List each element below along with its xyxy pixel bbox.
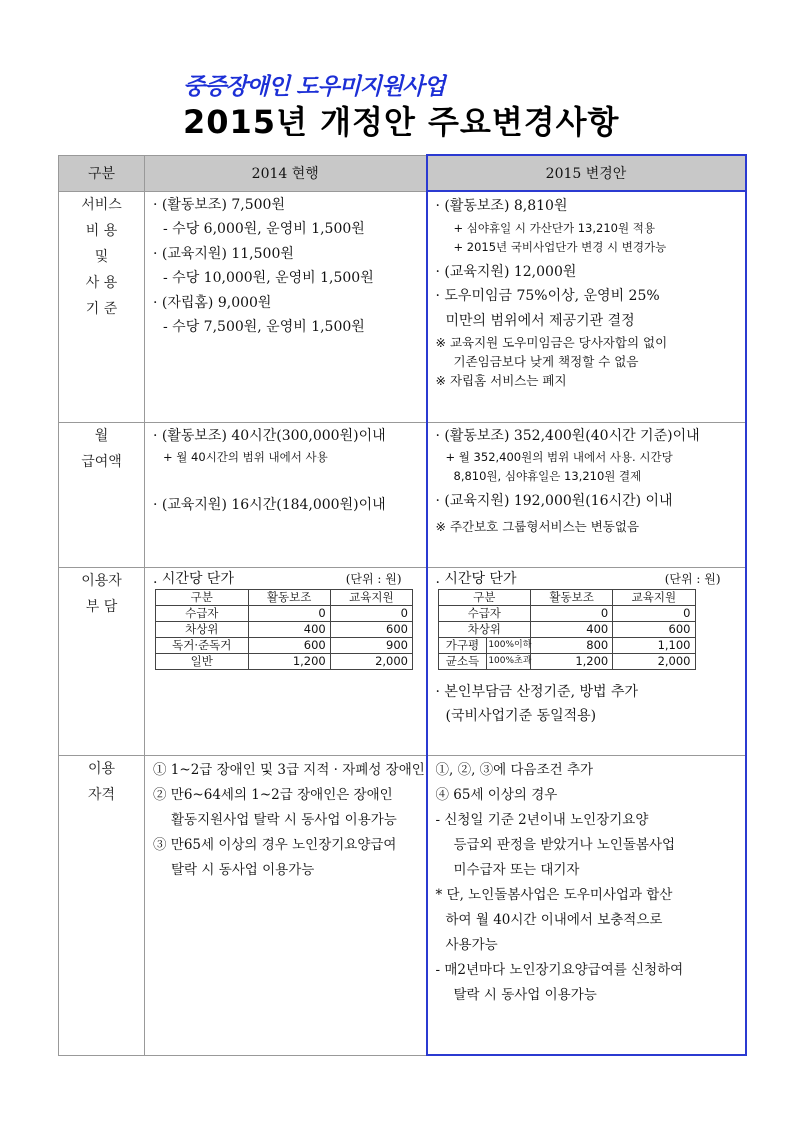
service-new: · (활동보조) 8,810원 + 심야휴일 시 가산단가 13,210원 적용 + 2015년 국비사업단가 변경 시 변경가능 · (교육지원) 12,000원 · 도우미임금 75%이상, 운영비 25% 미만의 범위에서 제공기관 결정 ※ 교육지원 도우미임금은 당사자합의 없이 기존임금보다 낮게 책정할 수 없음 ※ 자립홈 서비스는 폐지 xyxy=(427,191,746,422)
burden-current: . 시간당 단가 (단위 : 원) 구분 활동보조 교육지원 수급자 0 0 차상위 400 600 독거·준독거 600 900 일반 1,200 2,000 xyxy=(145,567,427,755)
label-monthly-amount: 월 급여액 xyxy=(59,422,145,567)
price-table-2015: 구분 활동보조 교육지원 수급자 0 0 차상위 400 600 가구평 100%이하 800 1,100 균소득 100%초과 1,200 2,000 xyxy=(438,589,696,670)
header-category: 구분 xyxy=(59,155,145,191)
row-user-burden xyxy=(59,567,746,755)
comparison-table xyxy=(58,154,747,1056)
monthly-current: · (활동보조) 40시간(300,000원)이내 + 월 40시간의 범위 내에서 사용 · (교육지원) 16시간(184,000원)이내 xyxy=(145,422,427,567)
header-2014: 2014 현행 xyxy=(145,155,427,191)
label-user-burden: 이용자 부 담 xyxy=(59,567,145,755)
price-table-2014: 구분 활동보조 교육지원 수급자 0 0 차상위 400 600 독거·준독거 600 900 일반 1,200 2,000 xyxy=(155,589,413,670)
document-subtitle: 중증장애인 도우미지원사업 xyxy=(183,74,445,100)
burden-new: . 시간당 단가 (단위 : 원) 구분 활동보조 교육지원 수급자 0 0 차상위 400 600 가구평 100%이하 800 1,100 균소득 100%초과 1,200 2,000 · 본인부담금 산정기준, 방법 추가 (국비사업기준 동일적용) xyxy=(427,567,746,755)
label-eligibility: 이용 자격 xyxy=(59,755,145,1055)
service-current: · (활동보조) 7,500원 - 수당 6,000원, 운영비 1,500원 · (교육지원) 11,500원 - 수당 10,000원, 운영비 1,500원 · (자립홈) 9,000원 - 수당 7,500원, 운영비 1,500원 xyxy=(145,191,427,422)
eligibility-new: ①, ②, ③에 다음조건 추가 ④ 65세 이상의 경우 - 신청일 기준 2년이내 노인장기요양 등급외 판정을 받았거나 노인돌봄사업 미수급자 또는 대기자 * 단, 노인돌봄사업은 도우미사업과 합산 하여 월 40시간 이내에서 보충적으로 사용가능 - 매2년마다 노인장기요양급여를 신청하여 탈락 시 동사업 이용가능 xyxy=(427,755,746,1055)
row-eligibility xyxy=(59,755,746,1055)
row-monthly-amount xyxy=(59,422,746,567)
monthly-new: · (활동보조) 352,400원(40시간 기준)이내 + 월 352,400원의 범위 내에서 사용. 시간당 8,810원, 심야휴일은 13,210원 결제 · (교육지원) 192,000원(16시간) 이내 ※ 주간보호 그룹형서비스는 변동없음 xyxy=(427,422,746,567)
document-title: 2015년 개정안 주요변경사항 xyxy=(183,103,620,141)
eligibility-current: ① 1~2급 장애인 및 3급 지적 · 자폐성 장애인 ② 만6~64세의 1~2급 장애인은 장애인 활동지원사업 탈락 시 동사업 이용가능 ③ 만65세 이상의 경우 노인장기요양급여 탈락 시 동사업 이용가능 xyxy=(145,755,427,1055)
header-row xyxy=(59,155,746,191)
header-2015: 2015 변경안 xyxy=(427,155,746,191)
row-service-cost xyxy=(59,191,746,422)
label-service-cost: 서비스 비 용 및 사 용 기 준 xyxy=(59,191,145,422)
